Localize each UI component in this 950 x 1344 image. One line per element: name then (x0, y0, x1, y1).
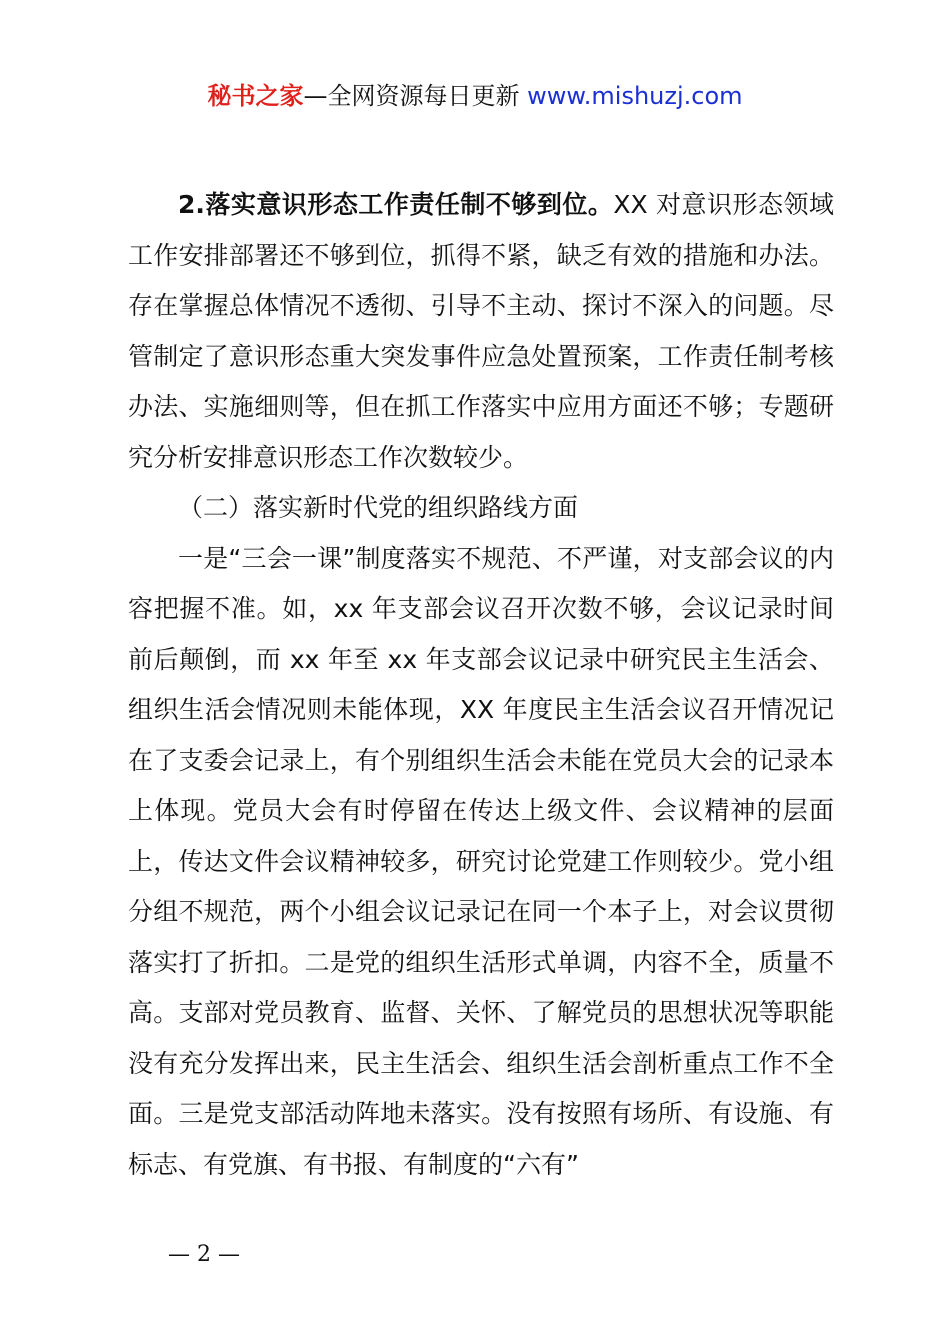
page-number: — 2 — (168, 1242, 240, 1267)
item-2-heading: 2.落实意识形态工作责任制不够到位。 (178, 190, 614, 219)
paragraph-section-2: 一是“三会一课”制度落实不规范、不严谨，对支部会议的内容把握不准。如，xx 年支部会议召开次数不够，会议记录时间前后颠倒，而 xx 年至 xx 年支部会议记录中研究民主生活会、组织生活会情况则未能体现，XX 年度民主生活会议召开情况记在了支委会记录上，有个别组织生活会未能在党员大会的记录本上体现。党员大会有时停留在传达上级文件、会议精神的层面上，传达文件会议精神较多，研究讨论党建工作则较少。党小组分组不规范，两个小组会议记录记在同一个本子上，对会议贯彻落实打了折扣。二是党的组织生活形式单调，内容不全，质量不高。支部对党员教育、监督、关怀、了解党员的思想状况等职能没有充分发挥出来，民主生活会、组织生活会剖析重点工作不全面。三是党支部活动阵地未落实。没有按照有场所、有设施、有标志、有党旗、有书报、有制度的“六有” (128, 543, 834, 1179)
site-brand: 秘书之家 (207, 82, 304, 110)
item-2-text: XX 对意识形态领域工作安排部署还不够到位，抓得不紧，缺乏有效的措施和办法。存在掌握总体情况不透彻、引导不主动、探讨不深入的问题。尽管制定了意识形态重大突发事件应急处置预案，工作责任制考核办法、实施细则等，但在抓工作落实中应用方面还不够；专题研究分析安排意识形态工作次数较少。 (128, 190, 834, 472)
paragraph-item-2 (128, 180, 834, 483)
site-url-link[interactable]: www.mishuzj.com (527, 82, 743, 110)
document-body (128, 180, 834, 1190)
section-2-heading: （二）落实新时代党的组织路线方面 (178, 493, 579, 522)
site-header (0, 80, 950, 112)
site-tagline: —全网资源每日更新 (303, 82, 520, 110)
